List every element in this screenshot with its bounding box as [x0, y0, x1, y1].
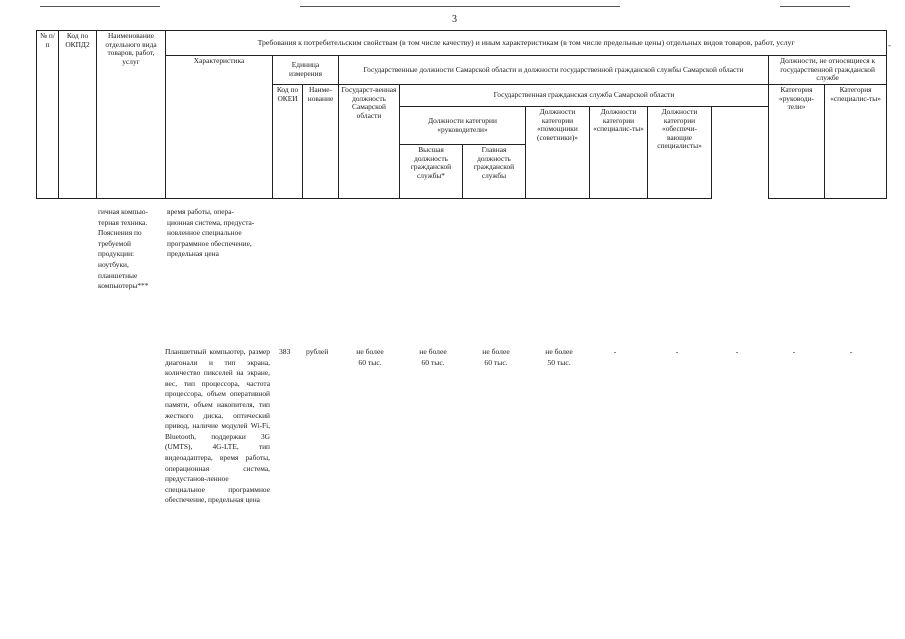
cat-specialists-header: Должности категории «специалис-ты»: [590, 107, 648, 199]
value-main-post: не более 60 тыс.: [482, 347, 510, 367]
value-gov-post: не более 60 тыс.: [356, 347, 384, 367]
row-unit-name: рублей: [306, 347, 329, 356]
nc-specialists-header: Категория «специалис-ты»: [825, 85, 887, 199]
dash-nc-specialists: -: [792, 347, 796, 356]
gov-positions-header: Государственные должности Самарской области и должности государственной гражданской службы Самарской области: [339, 56, 769, 85]
top-rule-right: [780, 6, 850, 7]
top-rule-left: [40, 6, 160, 7]
dash-support: -: [675, 347, 679, 356]
unit-okei-header: Код по ОКЕИ: [273, 85, 303, 199]
characteristic-header: Характеристика: [166, 56, 273, 199]
col-no-header: № п/п: [37, 31, 59, 199]
page-number: 3: [452, 14, 457, 25]
main-post-header: Главная должность гражданской службы: [463, 145, 526, 199]
cat-leaders-header: Должности категории «руководители»: [400, 107, 526, 145]
dash-nc-leaders: -: [735, 347, 739, 356]
cat-support-header: Должности категории «обеспечи-вающие специалисты»: [648, 107, 712, 199]
continued-characteristic-text: время работы, опера- ционная система, предуста- новленное специальное программное обеспечение, предельная цена: [167, 207, 255, 259]
civil-service-header: Государственная гражданская служба Самарской области: [400, 85, 769, 107]
value-assistants: не более 50 тыс.: [545, 347, 573, 367]
cat-assistants-header: Должности категории «помощники (советники)»: [526, 107, 590, 199]
row-okei: 383: [279, 347, 291, 356]
requirements-header: Требования к потребительским свойствам (в том числе качеству) и иным характеристикам (в том числе предельные цены) отдельных видов товаров, работ, услуг: [166, 31, 887, 56]
row-characteristic: Планшетный компьютер, размер диагонали и тип экрана, количество пикселей на экране, вес, тип процессора, частота процессора, объем оперативной памяти, объем накопителя, тип жесткого диска, оптический привод, наличие модулей Wi-Fi, Bluetooth, поддержки 3G (UMTS), 4G-LTE, тип видеоадаптера, время работы, операционная система, предустанов-ленное специальное программное обеспечение, предельная цена: [165, 347, 270, 505]
gov-post-header: Государст-венная должность Самарской области: [339, 85, 400, 199]
unit-header: Единица измерения: [273, 56, 339, 85]
header-table: [36, 30, 887, 199]
nc-leaders-header: Категория «руководи-тели»: [769, 85, 825, 199]
side-mark: -: [888, 40, 891, 50]
dash-specialists: -: [613, 347, 617, 356]
top-rule-mid: [300, 6, 620, 7]
highest-post-header: Высшая должность гражданской службы*: [400, 145, 463, 199]
dash-nc-support: -: [849, 347, 853, 356]
col-name-header: Наименование отдельного вида товаров, работ, услуг: [97, 31, 166, 199]
value-highest-post: не более 60 тыс.: [419, 347, 447, 367]
non-civil-header: Должности, не относящиеся к государственной гражданской службе: [769, 56, 887, 85]
unit-name-header: Наиме-нование: [303, 85, 339, 199]
continued-name-text: гичная компью- терная техника. Пояснения по требуемой продукции: ноутбуки, планшетные компьютеры***: [98, 207, 149, 291]
col-okpd-header: Код по ОКПД2: [59, 31, 97, 199]
